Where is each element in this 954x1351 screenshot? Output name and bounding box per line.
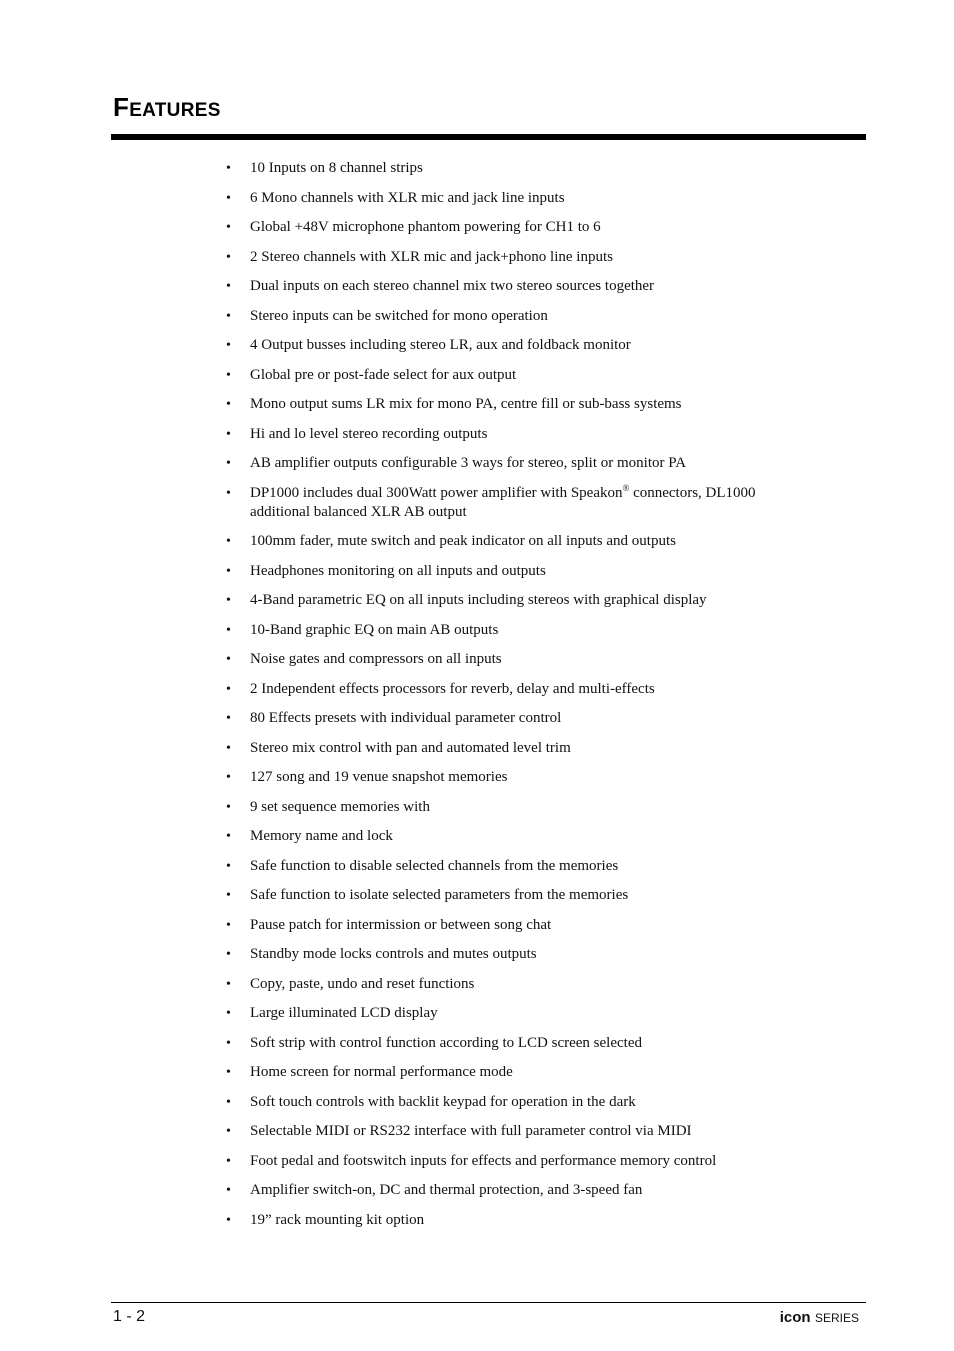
feature-item: • Copy, paste, undo and reset functions — [226, 975, 816, 994]
feature-item: • Selectable MIDI or RS232 interface with full parameter control via MIDI — [226, 1122, 816, 1141]
brand-series: SERIES — [814, 1311, 859, 1325]
feature-item: • Noise gates and compressors on all inputs — [226, 650, 816, 669]
footer-brand — [780, 1309, 859, 1327]
feature-item: • Hi and lo level stereo recording outputs — [226, 425, 816, 444]
feature-item: • Mono output sums LR mix for mono PA, centre fill or sub-bass systems — [226, 395, 816, 414]
feature-item: • Soft touch controls with backlit keypad for operation in the dark — [226, 1093, 816, 1112]
feature-item: • 4 Output busses including stereo LR, aux and foldback monitor — [226, 336, 816, 355]
feature-item: • Home screen for normal performance mode — [226, 1063, 816, 1082]
feature-item: • Headphones monitoring on all inputs and outputs — [226, 562, 816, 581]
feature-item: • 2 Stereo channels with XLR mic and jack+phono line inputs — [226, 248, 816, 267]
feature-item: • 10 Inputs on 8 channel strips — [226, 159, 816, 178]
registered-mark: ® — [622, 482, 630, 493]
feature-list — [226, 159, 816, 1240]
feature-item: • AB amplifier outputs configurable 3 ways for stereo, split or monitor PA — [226, 454, 816, 473]
feature-item: • 80 Effects presets with individual parameter control — [226, 709, 816, 728]
feature-item: • Foot pedal and footswitch inputs for effects and performance memory control — [226, 1152, 816, 1171]
footer-rule — [111, 1302, 866, 1303]
brand-name: icon — [779, 1309, 811, 1326]
feature-item: • Stereo inputs can be switched for mono operation — [226, 307, 816, 326]
heading-rest: EATURES — [129, 100, 221, 121]
feature-item: • 9 set sequence memories with — [226, 798, 816, 817]
feature-item: • 6 Mono channels with XLR mic and jack line inputs — [226, 189, 816, 208]
page-number: 1 - 2 — [113, 1308, 146, 1325]
feature-item: • Large illuminated LCD display — [226, 1004, 816, 1023]
feature-item: • Dual inputs on each stereo channel mix two stereo sources together — [226, 277, 816, 296]
feature-item: • 100mm fader, mute switch and peak indicator on all inputs and outputs — [226, 532, 816, 551]
feature-item: • Standby mode locks controls and mutes outputs — [226, 945, 816, 964]
feature-item-dp1000: • DP1000 includes dual 300Watt power amplifier with Speakon® connectors, DL1000 additional balanced XLR AB output — [226, 484, 816, 522]
feature-item: • Pause patch for intermission or between song chat — [226, 916, 816, 935]
feature-item: • Soft strip with control function according to LCD screen selected — [226, 1034, 816, 1053]
feature-item: • Global +48V microphone phantom powering for CH1 to 6 — [226, 218, 816, 237]
heading-initial: F — [113, 92, 130, 122]
feature-item: • Global pre or post-fade select for aux output — [226, 366, 816, 385]
feature-item: • Memory name and lock — [226, 827, 816, 846]
feature-item: • 19” rack mounting kit option — [226, 1211, 816, 1230]
feature-item: • Safe function to isolate selected parameters from the memories — [226, 886, 816, 905]
feature-item: • 10-Band graphic EQ on main AB outputs — [226, 621, 816, 640]
heading-rule — [111, 134, 866, 140]
feature-item: • 2 Independent effects processors for reverb, delay and multi-effects — [226, 680, 816, 699]
feature-item: • Amplifier switch-on, DC and thermal protection, and 3-speed fan — [226, 1181, 816, 1200]
feature-item: • Safe function to disable selected channels from the memories — [226, 857, 816, 876]
feature-item: • 4-Band parametric EQ on all inputs including stereos with graphical display — [226, 591, 816, 610]
section-heading — [113, 92, 221, 123]
feature-item: • Stereo mix control with pan and automated level trim — [226, 739, 816, 758]
feature-item: • 127 song and 19 venue snapshot memories — [226, 768, 816, 787]
